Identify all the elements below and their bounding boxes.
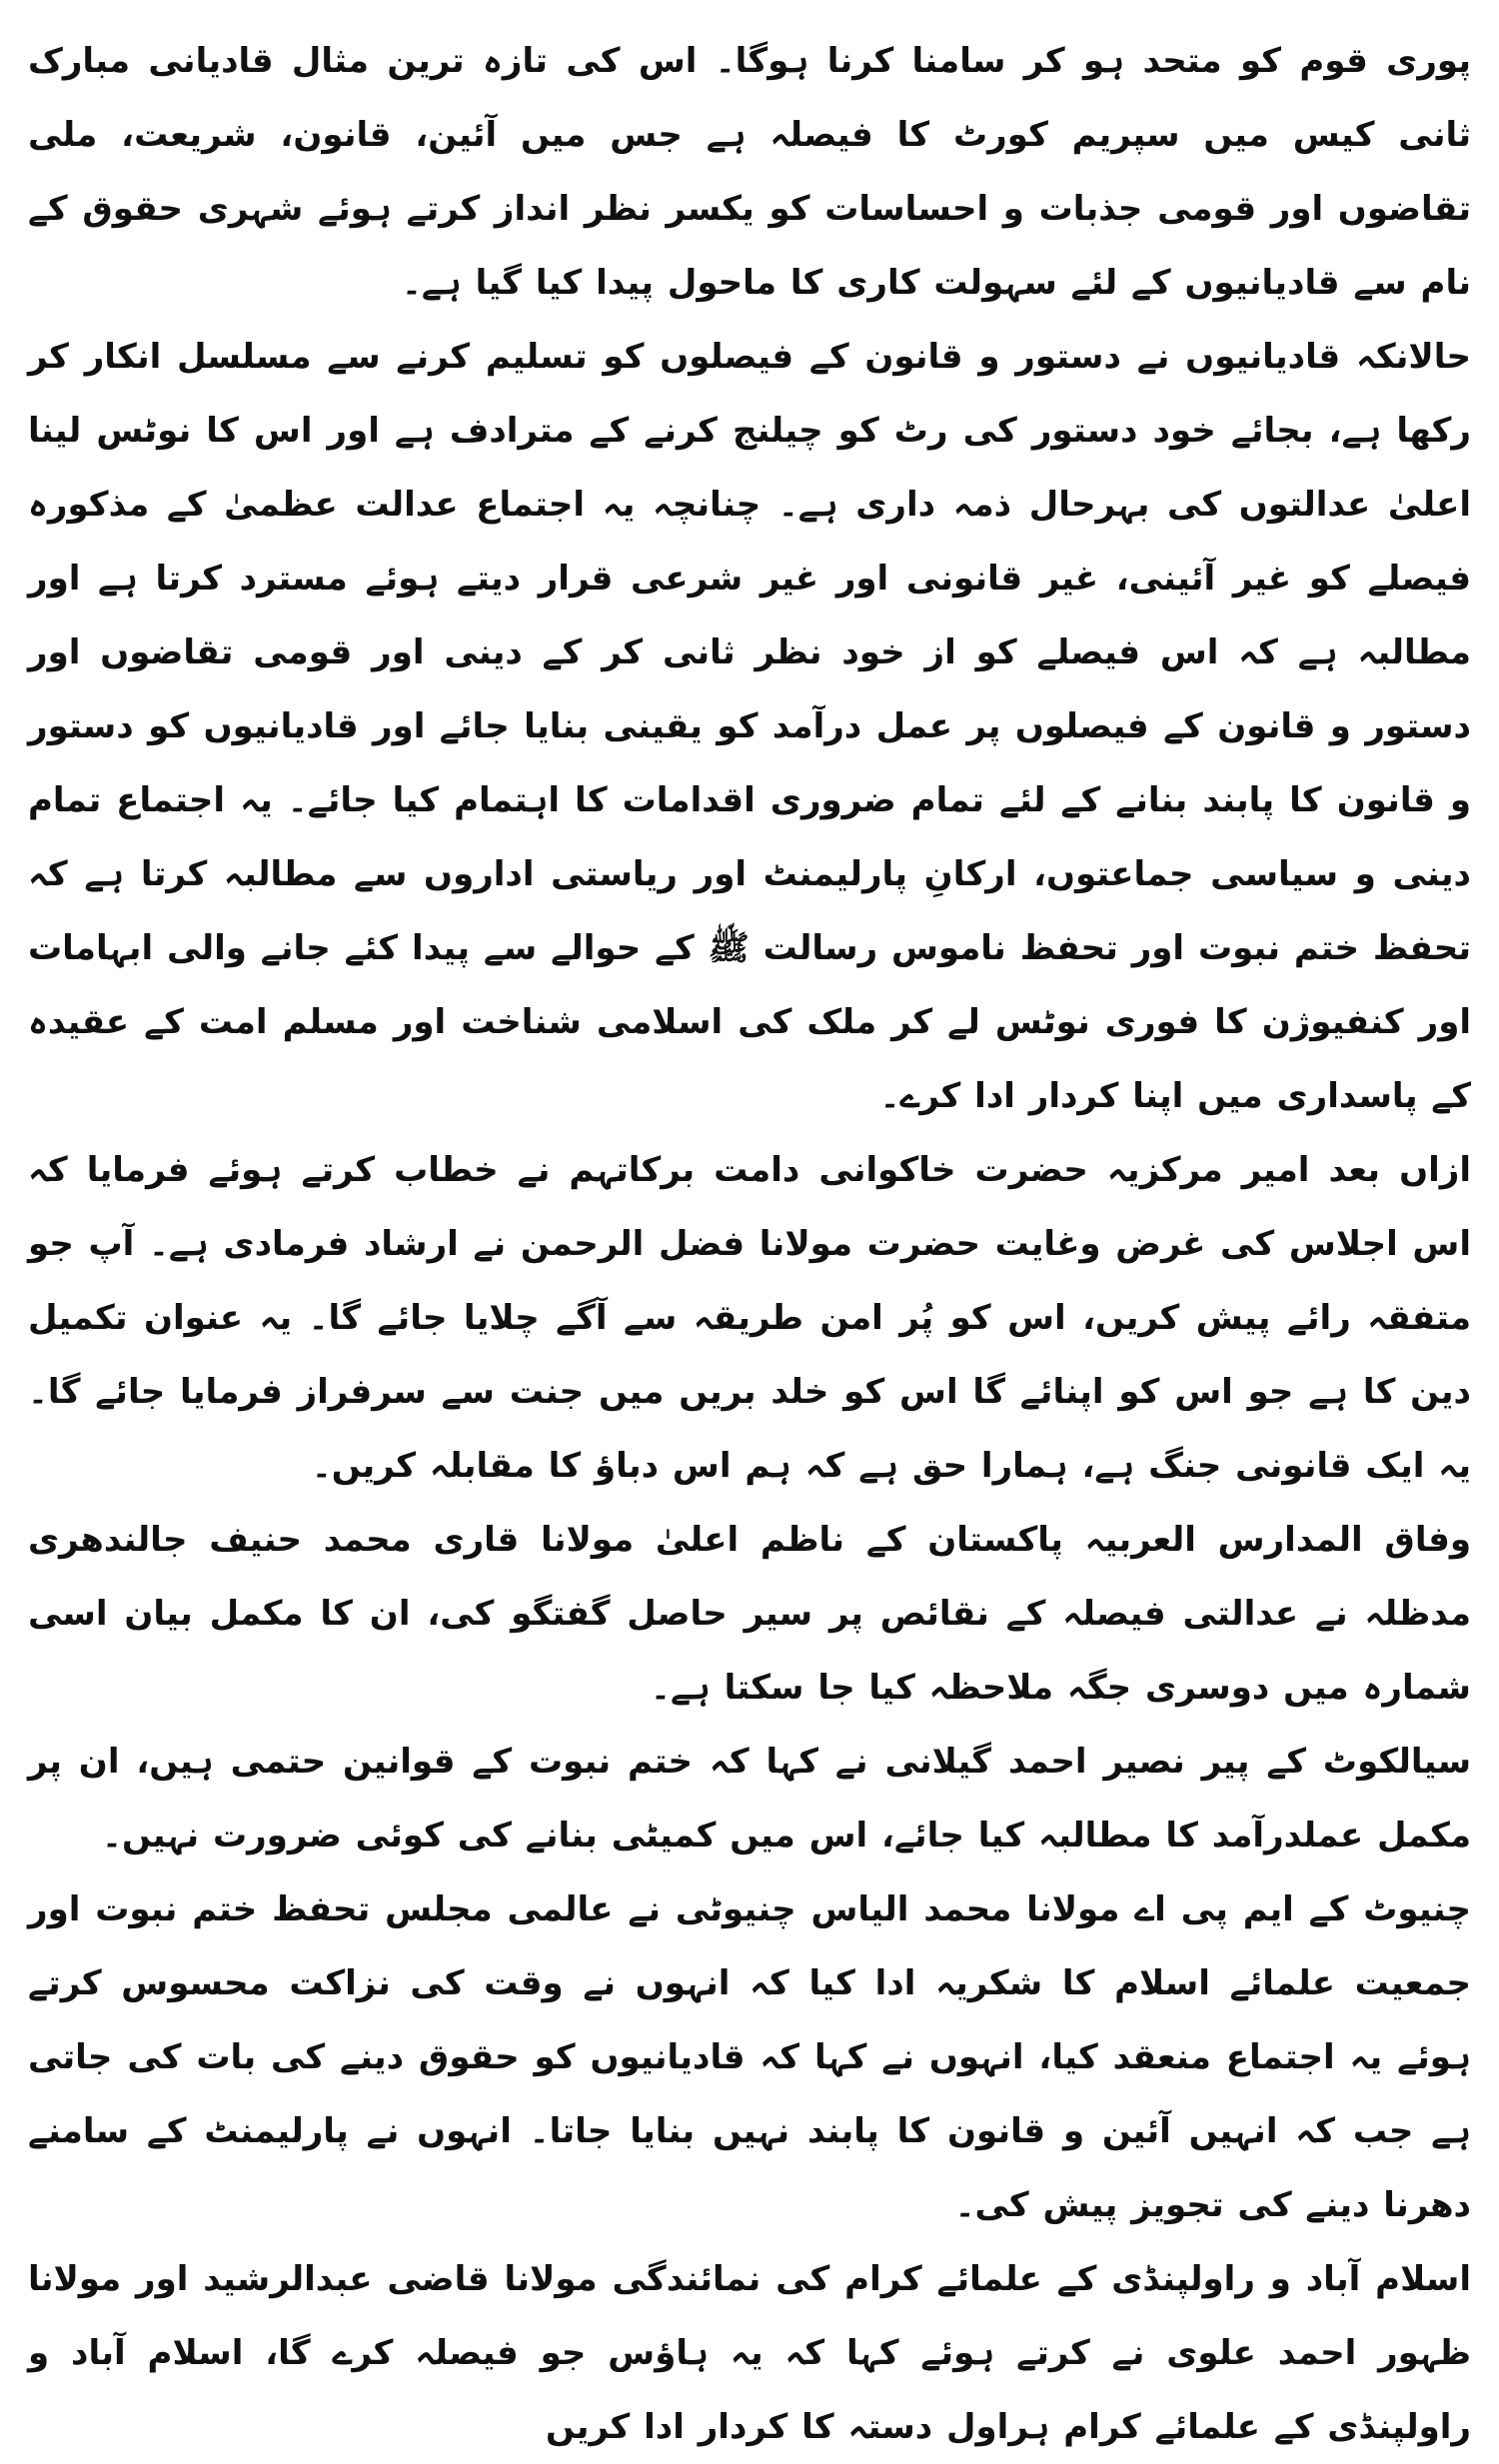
paragraph-1: پوری قوم کو متحد ہو کر سامنا کرنا ہوگا۔ اس کی تازہ ترین مثال قادیانی مبارک ثانی کیس میں سپریم کورٹ کا فیصلہ ہے جس میں آئین، قانون، شریعت، ملی تقاضوں اور قومی جذبات و احساسات کو یکسر نظر انداز کرتے ہوئے شہری حقوق کے نام سے قادیانیوں کے لئے سہولت کاری کا ماحول پیدا کیا گیا ہے۔ xyxy=(28,41,1471,303)
paragraph-7: اسلام آباد و راولپنڈی کے علمائے کرام کی نمائندگی مولانا قاضی عبدالرشید اور مولانا ظہور احمد علوی نے کرتے ہوئے کہا کہ یہ ہاؤس جو فیصلہ کرے گا، اسلام آباد و راولپنڈی کے علمائے کرام ہراول دستہ کا کردار ادا کریں xyxy=(28,2259,1471,2447)
paragraph-5: سیالکوٹ کے پیر نصیر احمد گیلانی نے کہا کہ ختم نبوت کے قوانین حتمی ہیں، ان پر مکمل عملدرآمد کا مطالبہ کیا جائے، اس میں کمیٹی بنانے کی کوئی ضرورت نہیں۔ xyxy=(28,1742,1471,1855)
paragraph-2: حالانکہ قادیانیوں نے دستور و قانون کے فیصلوں کو تسلیم کرنے سے مسلسل انکار کر رکھا ہے، بجائے خود دستور کی رٹ کو چیلنج کرنے کے مترادف ہے اور اس کا نوٹس لینا اعلیٰ عدالتوں کی بہرحال ذمہ داری ہے۔ چنانچہ یہ اجتماع عدالت عظمیٰ کے مذکورہ فیصلے کو غیر آئینی، غیر قانونی اور غیر شرعی قرار دیتے ہوئے مسترد کرتا ہے اور مطالبہ ہے کہ اس فیصلے کو از خود نظر ثانی کر کے دینی اور قومی تقاضوں اور دستور و قانون کے فیصلوں پر عمل درآمد کو یقینی بنایا جائے اور قادیانیوں کو دستور و قانون کا پابند بنانے کے لئے تمام ضروری اقدامات کا اہتمام کیا جائے۔ یہ اجتماع تمام دینی و سیاسی جماعتوں، ارکانِ پارلیمنٹ اور ریاستی اداروں سے مطالبہ کرتا ہے کہ تحفظ ختم نبوت اور تحفظ ناموس رسالت ﷺ کے حوالے سے پیدا کئے جانے والی ابہامات اور کنفیوژن کا فوری نوٹس لے کر ملک کی اسلامی شناخت اور مسلم امت کے عقیدہ کے پاسداری میں اپنا کردار ادا کرے۔ xyxy=(28,337,1471,1116)
paragraph-4: وفاق المدارس العربیہ پاکستان کے ناظم اعلیٰ مولانا قاری محمد حنیف جالندھری مدظلہ نے عدالتی فیصلہ کے نقائص پر سیر حاصل گفتگو کی، ان کا مکمل بیان اسی شمارہ میں دوسری جگہ ملاحظہ کیا جا سکتا ہے۔ xyxy=(28,1520,1471,1708)
paragraph-6: چنیوٹ کے ایم پی اے مولانا محمد الیاس چنیوٹی نے عالمی مجلس تحفظ ختم نبوت اور جمعیت علمائے اسلام کا شکریہ ادا کیا کہ انہوں نے وقت کی نزاکت محسوس کرتے ہوئے یہ اجتماع منعقد کیا، انہوں نے کہا کہ قادیانیوں کو حقوق دینے کی بات کی جاتی ہے جب کہ انہیں آئین و قانون کا پابند نہیں بنایا جاتا۔ انہوں نے پارلیمنٹ کے سامنے دھرنا دینے کی تجویز پیش کی۔ xyxy=(28,1889,1471,2225)
paragraph-3: ازاں بعد امیر مرکزیہ حضرت خاکوانی دامت برکاتہم نے خطاب کرتے ہوئے فرمایا کہ اس اجلاس کی غرض وغایت حضرت مولانا فضل الرحمن نے ارشاد فرمادی ہے۔ آپ جو متفقہ رائے پیش کریں، اس کو پُر امن طریقہ سے آگے چلایا جائے گا۔ یہ عنوان تکمیل دین کا ہے جو اس کو اپنائے گا اس کو خلد بریں میں جنت سے سرفراز فرمایا جائے گا۔ یہ ایک قانونی جنگ ہے، ہمارا حق ہے کہ ہم اس دباؤ کا مقابلہ کریں۔ xyxy=(28,1150,1471,1486)
